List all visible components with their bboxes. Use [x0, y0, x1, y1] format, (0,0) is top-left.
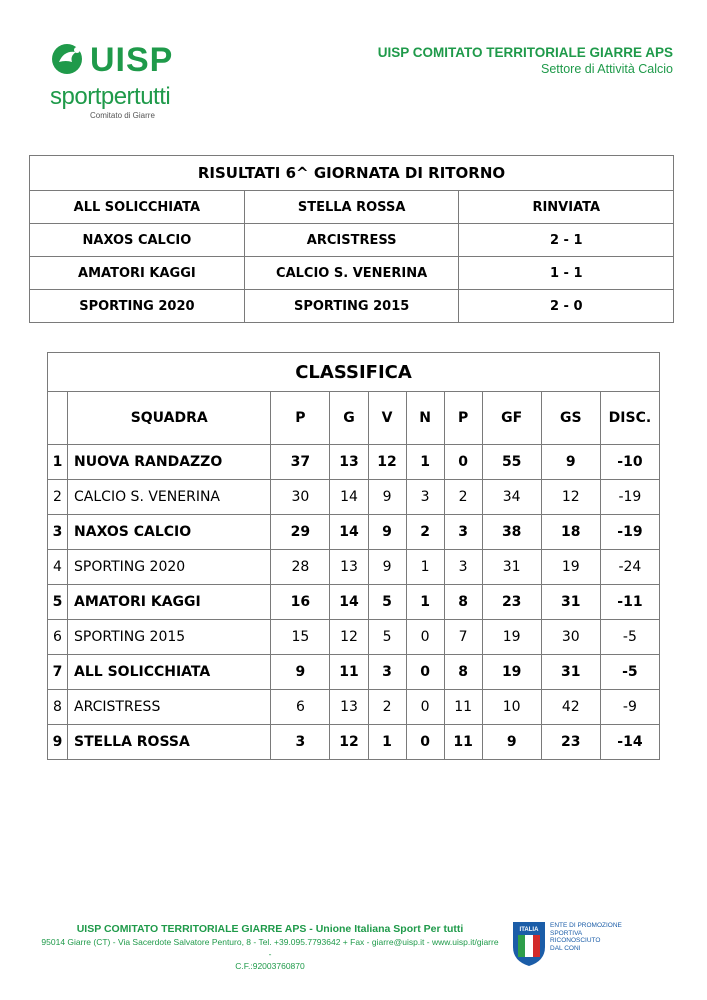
standings-row: [48, 445, 660, 480]
played-cell: 12: [330, 620, 368, 655]
team-cell: STELLA ROSSA: [68, 725, 271, 760]
standings-body: [48, 445, 660, 760]
team-cell: NAXOS CALCIO: [68, 515, 271, 550]
won-cell: 1: [368, 725, 406, 760]
team-cell: ALL SOLICCHIATA: [68, 655, 271, 690]
goals-for-cell: 55: [482, 445, 541, 480]
home-team: AMATORI KAGGI: [30, 257, 245, 290]
position-cell: 8: [48, 690, 68, 725]
sector-name: Settore di Attività Calcio: [540, 62, 673, 76]
team-cell: SPORTING 2020: [68, 550, 271, 585]
standings-row: [48, 690, 660, 725]
won-cell: 9: [368, 550, 406, 585]
goals-against-cell: 9: [541, 445, 600, 480]
match-score: 2 - 0: [459, 290, 674, 323]
discipline-cell: -19: [600, 480, 659, 515]
logo-tagline: sportpertutti: [50, 83, 171, 110]
coni-badge: [512, 921, 632, 971]
position-cell: 9: [48, 725, 68, 760]
away-team: ARCISTRESS: [244, 224, 459, 257]
logo-subtitle: Comitato di Giarre: [90, 111, 155, 120]
column-header-points: P: [271, 392, 330, 445]
standings-row: [48, 725, 660, 760]
lost-cell: 11: [444, 690, 482, 725]
played-cell: 13: [330, 445, 368, 480]
position-cell: 2: [48, 480, 68, 515]
goals-for-cell: 31: [482, 550, 541, 585]
home-team: NAXOS CALCIO: [30, 224, 245, 257]
points-cell: 28: [271, 550, 330, 585]
drawn-cell: 2: [406, 515, 444, 550]
drawn-cell: 3: [406, 480, 444, 515]
away-team: CALCIO S. VENERINA: [244, 257, 459, 290]
played-cell: 14: [330, 585, 368, 620]
points-cell: 37: [271, 445, 330, 480]
footer-tax-code: C.F.:92003760870: [235, 961, 305, 971]
goals-against-cell: 42: [541, 690, 600, 725]
goals-for-cell: 23: [482, 585, 541, 620]
match-score: 2 - 1: [459, 224, 674, 257]
results-table: [29, 155, 674, 323]
won-cell: 5: [368, 585, 406, 620]
coni-line: ENTE DI PROMOZIONE: [550, 922, 622, 929]
position-cell: 4: [48, 550, 68, 585]
column-header-team: SQUADRA: [68, 392, 271, 445]
match-row: [30, 224, 674, 257]
coni-text: [550, 922, 622, 952]
goals-for-cell: 38: [482, 515, 541, 550]
position-cell: 5: [48, 585, 68, 620]
won-cell: 12: [368, 445, 406, 480]
lost-cell: 2: [444, 480, 482, 515]
team-cell: ARCISTRESS: [68, 690, 271, 725]
points-cell: 16: [271, 585, 330, 620]
won-cell: 5: [368, 620, 406, 655]
column-header-goals-against: GS: [541, 392, 600, 445]
shield-text: ITALIA: [519, 927, 539, 933]
standings-title: CLASSIFICA: [48, 353, 660, 392]
standings-row: [48, 480, 660, 515]
lost-cell: 7: [444, 620, 482, 655]
played-cell: 12: [330, 725, 368, 760]
footer-address: 95014 Giarre (CT) - Via Sacerdote Salvatore Penturo, 8 - Tel. +39.095.7793642 + Fax - giarre@uisp.it - www.uisp.it/giarre -: [41, 937, 499, 959]
played-cell: 13: [330, 690, 368, 725]
discipline-cell: -14: [600, 725, 659, 760]
uisp-logo: [50, 40, 200, 125]
position-header: [48, 392, 68, 445]
goals-for-cell: 9: [482, 725, 541, 760]
standings-row: [48, 620, 660, 655]
team-cell: CALCIO S. VENERINA: [68, 480, 271, 515]
goals-for-cell: 19: [482, 620, 541, 655]
coni-line: DAL CONI: [550, 944, 581, 952]
column-header-played: G: [330, 392, 368, 445]
standings-row: [48, 655, 660, 690]
drawn-cell: 0: [406, 620, 444, 655]
lost-cell: 8: [444, 585, 482, 620]
points-cell: 6: [271, 690, 330, 725]
goals-against-cell: 30: [541, 620, 600, 655]
standings-header-row: [48, 392, 660, 445]
coni-line: RICONOSCIUTO: [550, 937, 601, 944]
discipline-cell: -19: [600, 515, 659, 550]
points-cell: 3: [271, 725, 330, 760]
column-header-lost: P: [444, 392, 482, 445]
played-cell: 13: [330, 550, 368, 585]
played-cell: 11: [330, 655, 368, 690]
match-score: 1 - 1: [459, 257, 674, 290]
team-cell: NUOVA RANDAZZO: [68, 445, 271, 480]
lost-cell: 11: [444, 725, 482, 760]
standings-table: [47, 352, 660, 760]
column-header-discipline: DISC.: [600, 392, 659, 445]
match-row: [30, 191, 674, 224]
column-header-won: V: [368, 392, 406, 445]
position-cell: 7: [48, 655, 68, 690]
played-cell: 14: [330, 480, 368, 515]
points-cell: 9: [271, 655, 330, 690]
match-row: [30, 290, 674, 323]
goals-against-cell: 19: [541, 550, 600, 585]
lost-cell: 8: [444, 655, 482, 690]
standings-row: [48, 550, 660, 585]
column-header-goals-for: GF: [482, 392, 541, 445]
goals-against-cell: 23: [541, 725, 600, 760]
drawn-cell: 1: [406, 585, 444, 620]
standings-row: [48, 515, 660, 550]
match-row: [30, 257, 674, 290]
discipline-cell: -24: [600, 550, 659, 585]
header-organization: [378, 44, 673, 78]
runner-logo-icon: [50, 42, 88, 76]
won-cell: 9: [368, 515, 406, 550]
away-team: STELLA ROSSA: [244, 191, 459, 224]
footer-title: UISP COMITATO TERRITORIALE GIARRE APS - Unione Italiana Sport Per tutti: [76, 923, 464, 935]
discipline-cell: -11: [600, 585, 659, 620]
results-title: RISULTATI 6^ GIORNATA DI RITORNO: [30, 156, 674, 191]
goals-for-cell: 10: [482, 690, 541, 725]
home-team: SPORTING 2020: [30, 290, 245, 323]
goals-for-cell: 19: [482, 655, 541, 690]
won-cell: 9: [368, 480, 406, 515]
position-cell: 6: [48, 620, 68, 655]
lost-cell: 3: [444, 550, 482, 585]
team-cell: AMATORI KAGGI: [68, 585, 271, 620]
lost-cell: 0: [444, 445, 482, 480]
team-cell: SPORTING 2015: [68, 620, 271, 655]
position-cell: 3: [48, 515, 68, 550]
points-cell: 29: [271, 515, 330, 550]
drawn-cell: 1: [406, 550, 444, 585]
drawn-cell: 0: [406, 655, 444, 690]
discipline-cell: -10: [600, 445, 659, 480]
standings-row: [48, 585, 660, 620]
won-cell: 2: [368, 690, 406, 725]
column-header-drawn: N: [406, 392, 444, 445]
italia-shield-icon: [512, 921, 546, 967]
organization-name: UISP COMITATO TERRITORIALE GIARRE APS: [377, 45, 673, 60]
won-cell: 3: [368, 655, 406, 690]
discipline-cell: -5: [600, 620, 659, 655]
discipline-cell: -9: [600, 690, 659, 725]
goals-against-cell: 18: [541, 515, 600, 550]
played-cell: 14: [330, 515, 368, 550]
drawn-cell: 0: [406, 690, 444, 725]
match-score: RINVIATA: [459, 191, 674, 224]
drawn-cell: 0: [406, 725, 444, 760]
logo-brand: UISP: [90, 41, 174, 79]
lost-cell: 3: [444, 515, 482, 550]
goals-against-cell: 12: [541, 480, 600, 515]
away-team: SPORTING 2015: [244, 290, 459, 323]
drawn-cell: 1: [406, 445, 444, 480]
coni-line: SPORTIVA: [550, 929, 583, 937]
goals-against-cell: 31: [541, 585, 600, 620]
footer: [40, 922, 500, 972]
goals-against-cell: 31: [541, 655, 600, 690]
position-cell: 1: [48, 445, 68, 480]
home-team: ALL SOLICCHIATA: [30, 191, 245, 224]
points-cell: 30: [271, 480, 330, 515]
points-cell: 15: [271, 620, 330, 655]
goals-for-cell: 34: [482, 480, 541, 515]
discipline-cell: -5: [600, 655, 659, 690]
